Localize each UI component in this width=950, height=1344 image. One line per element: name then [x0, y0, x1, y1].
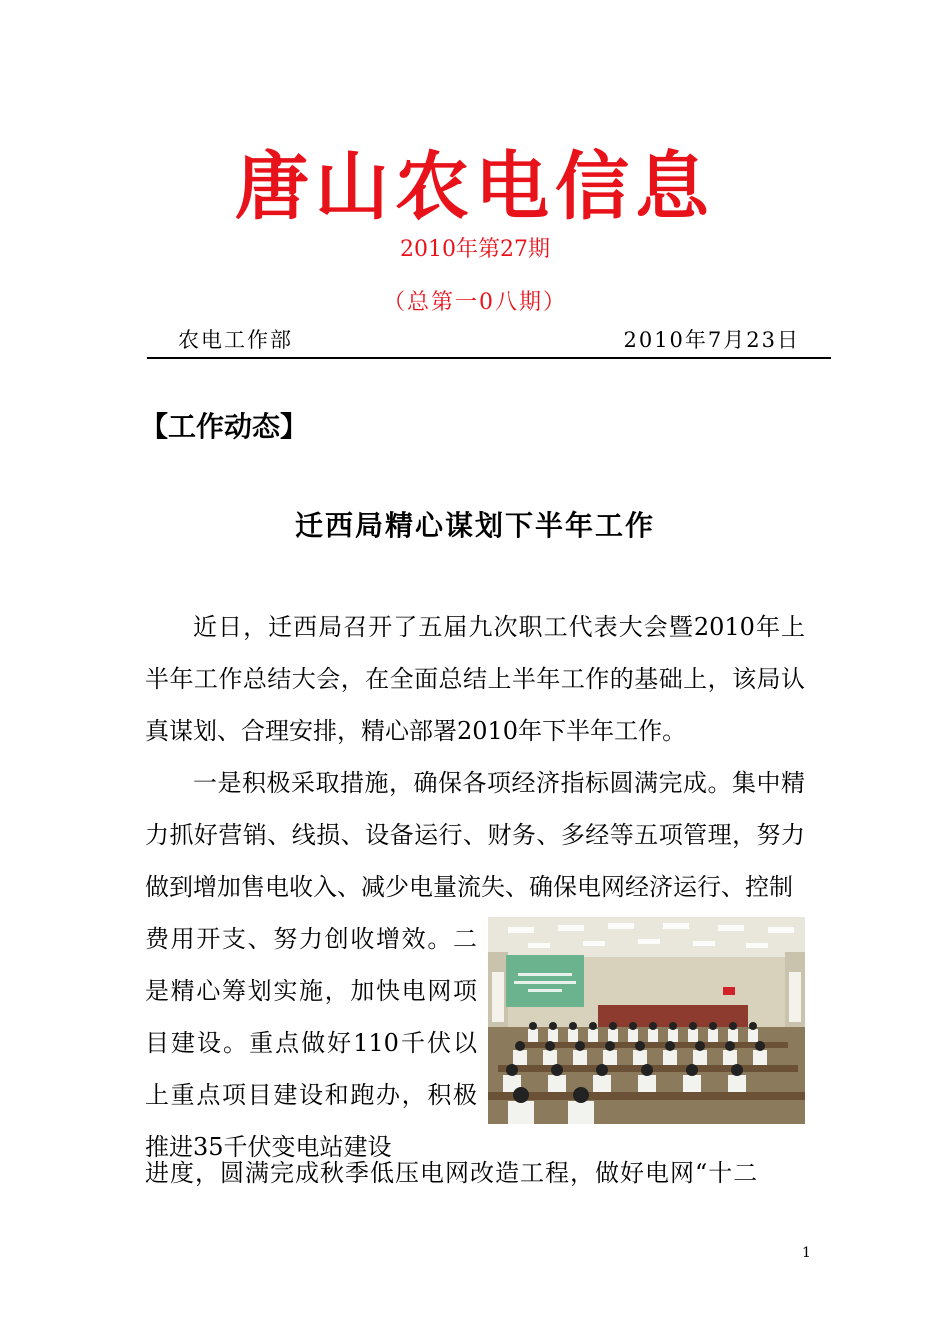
article-paragraph-2: 一是积极采取措施，确保各项经济指标圆满完成。集中精力抓好营销、线损、设备运行、财务、多经等五项管理，努力做到增加售电收入、减少电量流失、确保电网经济运行、控制: [145, 769, 805, 901]
newsletter-title: 唐山农电信息: [235, 144, 715, 230]
meeting-photo: [488, 917, 805, 1124]
issue-number: 2010年第27期: [400, 237, 550, 262]
department-name: 农电工作部: [178, 328, 293, 352]
article-headline: 迁西局精心谋划下半年工作: [294, 509, 655, 542]
article-paragraph-1: 近日，迁西局召开了五届九次职工代表大会暨2010年上半年工作总结大会，在全面总结上半年工作的基础上，该局认真谋划、合理安排，精心部署2010年下半年工作。: [145, 613, 805, 745]
header-divider: [147, 357, 831, 359]
page-number: 1: [802, 1245, 811, 1261]
publish-date: 2010年7月23日: [623, 328, 800, 352]
article-continuation: 进度，圆满完成秋季低压电网改造工程，做好电网“十二: [145, 1159, 759, 1187]
total-issue-number: （总第一0八期）: [383, 290, 567, 315]
article-wrap-text: 费用开支、努力创收增效。二是精心筹划实施，加快电网项目建设。重点做好110千伏以上重点项目建设和跑办，积极推进35千伏变电站建设: [145, 925, 477, 1161]
section-heading: 【工作动态】: [140, 410, 309, 443]
